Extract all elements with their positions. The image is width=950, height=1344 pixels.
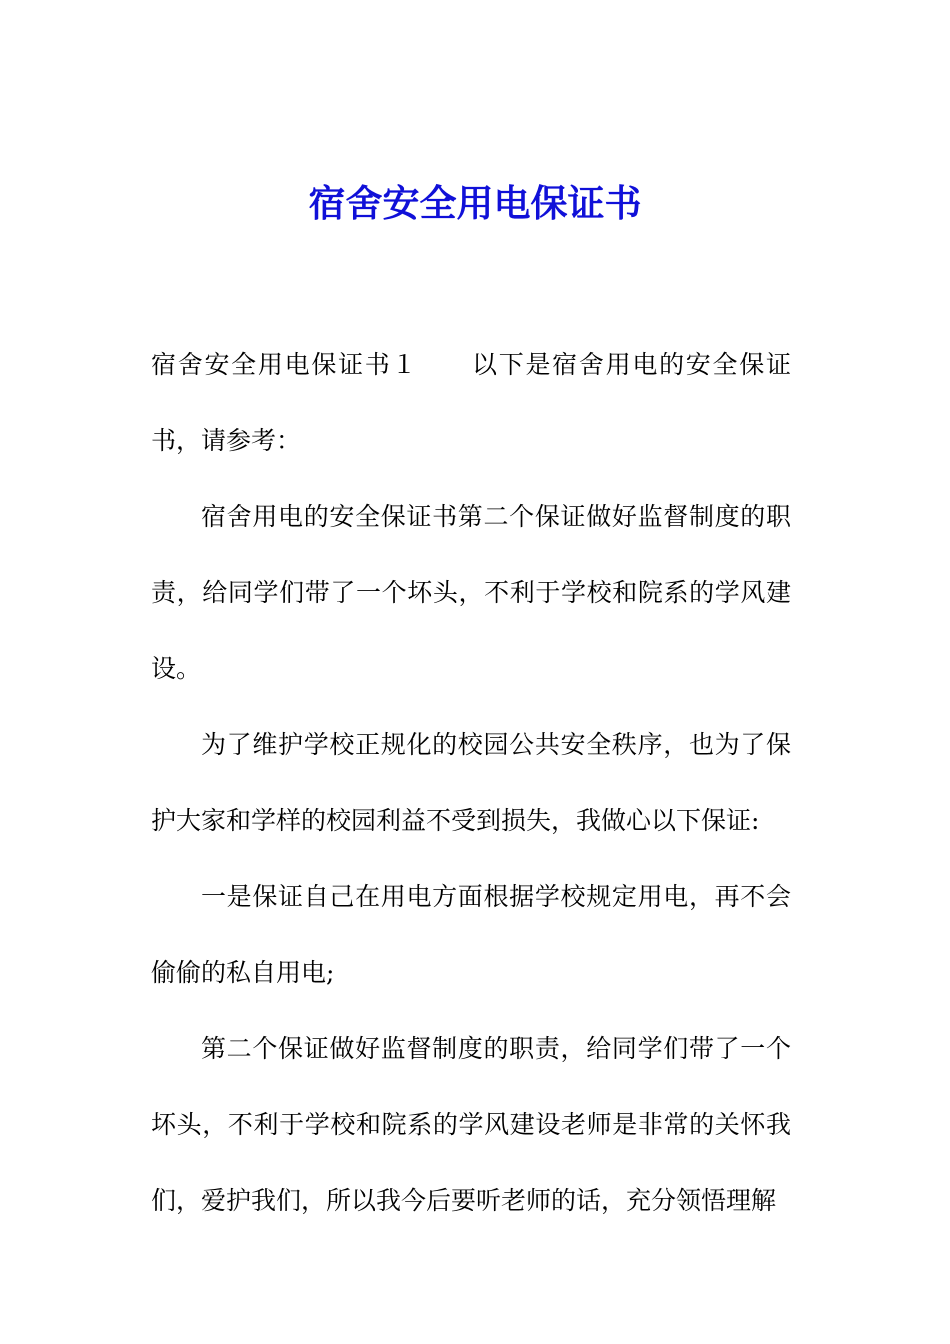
document-body	[151, 327, 791, 1239]
intro-heading: 宿舍安全用电保证书１	[151, 350, 419, 379]
document-title: 宿舍安全用电保证书	[308, 182, 642, 225]
paragraph: 第二个保证做好监督制度的职责，给同学们带了一个坏头，不利于学校和院系的学风建设老师是非常的关怀我们，爱护我们，所以我今后要听老师的话，充分领悟理解	[151, 1034, 791, 1215]
intro-text: 以下是宿舍用电的安全保证书，请参考：	[151, 350, 791, 455]
paragraph: 一是保证自己在用电方面根据学校规定用电，再不会偷偷的私自用电;	[151, 882, 791, 987]
paragraph: 宿舍用电的安全保证书第二个保证做好监督制度的职责，给同学们带了一个坏头，不利于学校和院系的学风建设。	[151, 502, 791, 683]
paragraph: 为了维护学校正规化的校园公共安全秩序，也为了保护大家和学样的校园利益不受到损失，我做心以下保证:	[151, 730, 791, 835]
paragraph-intro	[151, 327, 791, 479]
